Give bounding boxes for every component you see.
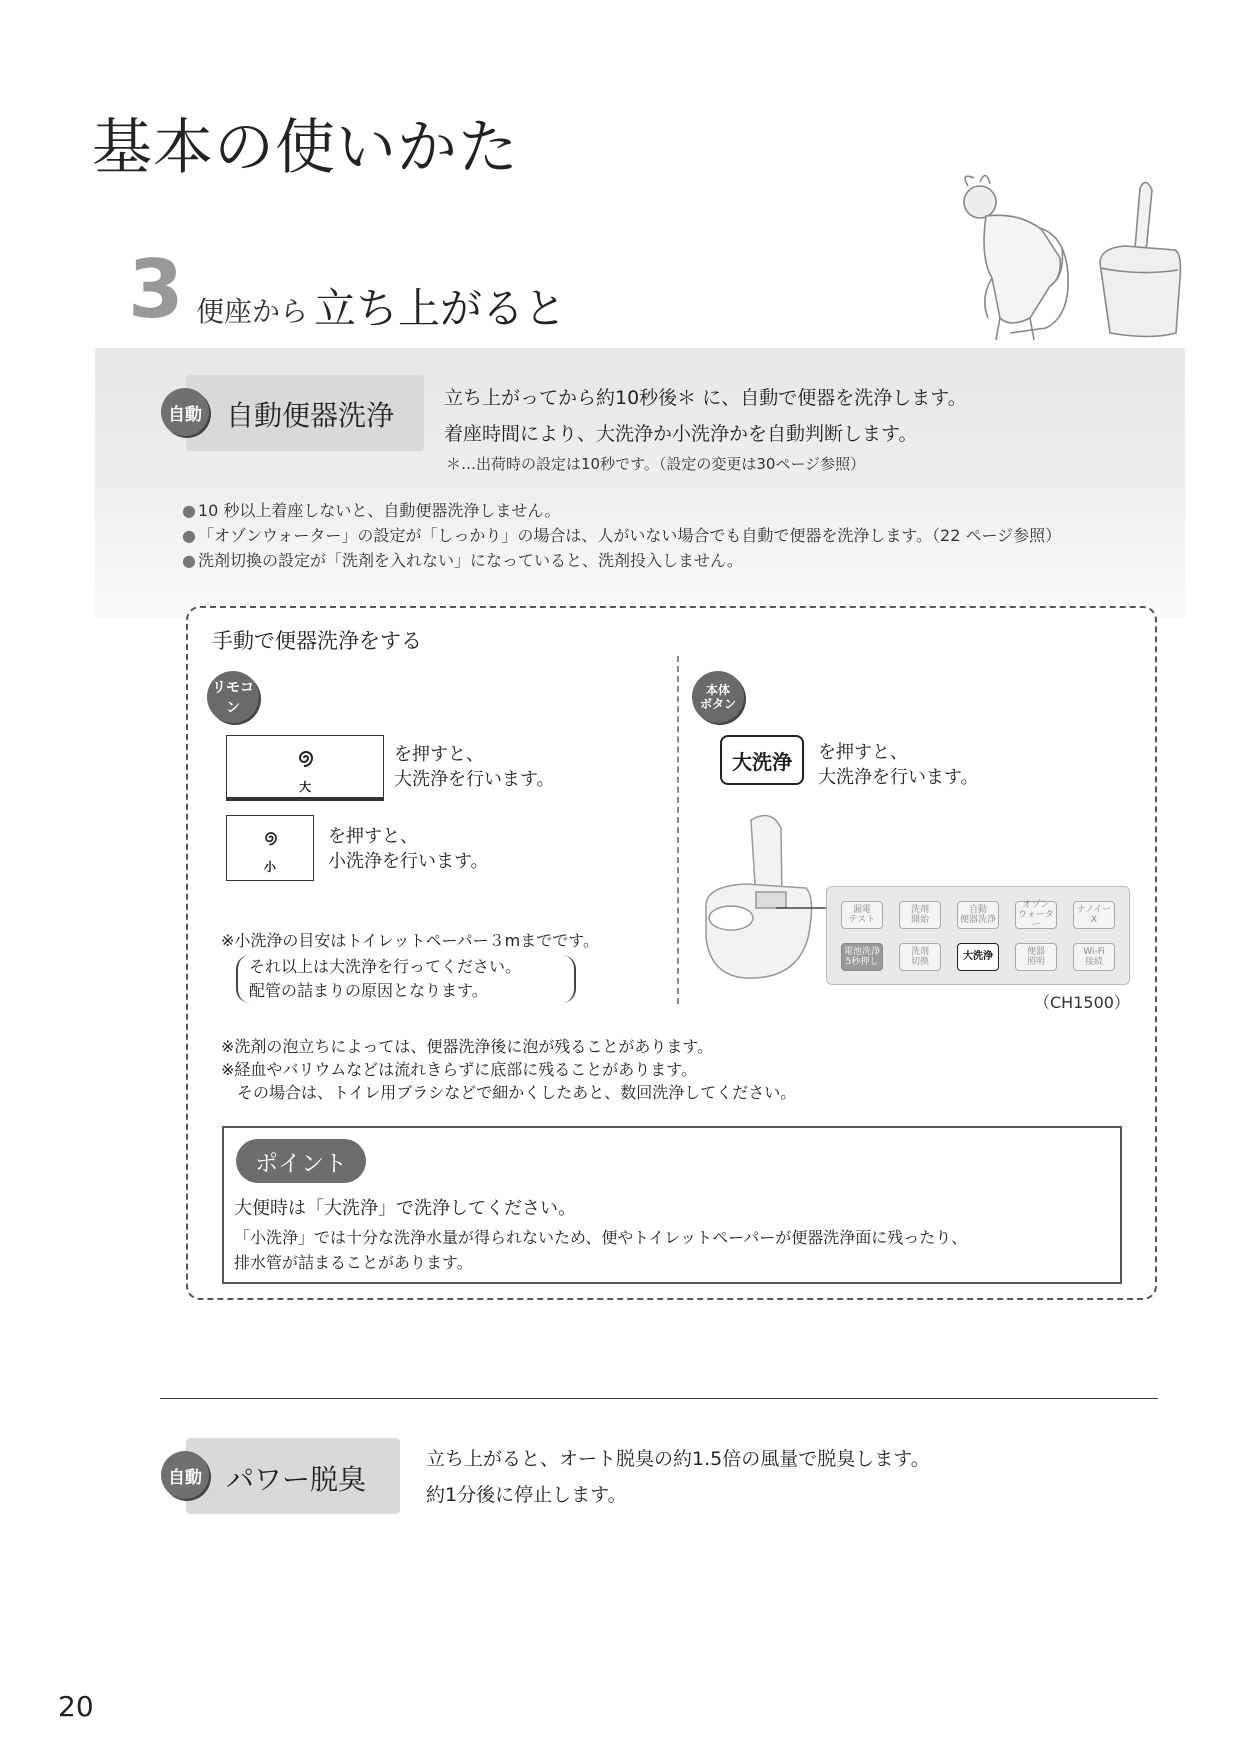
detergent-start-button[interactable]: 洗剤 開始 [899, 901, 941, 929]
earth-leak-test-button[interactable]: 漏電 テスト [841, 901, 883, 929]
swirl-icon [294, 746, 318, 770]
auto-badge-icon: 自動 [161, 388, 209, 436]
power-deodor-label: パワー脱臭 [226, 1463, 367, 1496]
divider [677, 656, 679, 1004]
remote-small-flush-button[interactable] [226, 815, 314, 881]
note-line: ※洗剤の泡立ちによっては、便器洗浄後に泡が残ることがあります。 [221, 1037, 714, 1056]
point-main-line: 大便時は「大洗浄」で洗浄してください。 [234, 1198, 576, 1219]
large-flush-caption: 大 [298, 780, 311, 794]
large-flush-text: を押すと、 大洗浄を行います。 [394, 744, 555, 790]
auto-flush-line: 立ち上がってから約10秒後＊ に、自動で便器を洗浄します。 [444, 387, 967, 409]
nanoe-x-button[interactable]: ナノイーX [1073, 901, 1115, 929]
small-flush-paren-note: それ以上は大洗浄を行ってください。 配管の詰まりの原因となります。 [249, 957, 522, 1000]
body-button-badge-icon: 本体 ボタン [692, 671, 744, 723]
panel-large-flush-button[interactable]: 大洗浄 [957, 943, 999, 971]
list-item: ● 洗剤切換の設定が「洗剤を入れない」になっていると、洗剤投入しません。 [182, 551, 743, 570]
auto-flush-footnote: ＊…出荷時の設定は10秒です。（設定の変更は30ページ参照） [446, 455, 866, 473]
list-item: ● 10 秒以上着座しないと、自動便器洗浄しません。 [182, 501, 561, 520]
page-title: 基本の使いかた [92, 113, 519, 183]
body-control-panel [826, 886, 1130, 985]
detergent-switch-button[interactable]: 洗剤 切換 [899, 943, 941, 971]
remote-large-flush-button[interactable] [226, 735, 384, 801]
ozone-water-button[interactable]: オゾン ウォーター [1015, 901, 1057, 929]
auto-flush-line: 着座時間により、大洗浄か小洗浄かを自動判断します。 [444, 423, 918, 445]
section-divider [160, 1398, 1158, 1399]
battery-flush-button[interactable]: 電池洗浄 5秒押し [841, 943, 883, 971]
body-large-flush-button[interactable]: 大洗浄 [720, 735, 804, 785]
manual-notes [221, 1035, 796, 1104]
auto-badge-icon: 自動 [161, 1451, 209, 1499]
manual-flush-title: 手動で便器洗浄をする [212, 629, 422, 653]
step-prefix: 便座から [196, 295, 309, 328]
page-number: 20 [58, 1690, 94, 1723]
note-line: その場合は、トイレ用ブラシなどで細かくしたあと、数回洗浄してください。 [221, 1083, 797, 1102]
wifi-connect-button[interactable]: Wi-Fi 接続 [1073, 943, 1115, 971]
body-large-flush-text: を押すと、 大洗浄を行います。 [818, 742, 979, 788]
small-flush-note: ※小洗浄の目安はトイレットペーパー３mまでです。 [221, 931, 599, 950]
auto-flush-label: 自動便器洗浄 [226, 399, 395, 432]
auto-flush-setting-button[interactable]: 自動 便器洗浄 [957, 901, 999, 929]
bullet-list [182, 498, 1061, 573]
step-number: 3 [128, 243, 184, 336]
small-flush-caption: 小 [263, 860, 276, 874]
toilet-illustration [696, 808, 826, 988]
swirl-icon [261, 828, 281, 848]
step-heading: 立ち上がると [314, 284, 567, 333]
auto-flush-description [444, 380, 967, 452]
power-deodor-description: 立ち上がると、オート脱臭の約1.5倍の風量で脱臭します。 約1分後に停止します。 [426, 1448, 930, 1506]
small-flush-text: を押すと、 小洗浄を行います。 [328, 826, 489, 872]
point-detail: 「小洗浄」では十分な洗浄水量が得られないため、便やトイレットペーパーが便器洗浄面に残ったり、 排水管が詰まることがあります。 [234, 1228, 968, 1272]
model-label: （CH1500） [1034, 993, 1130, 1012]
woman-toilet-illustration [950, 168, 1190, 348]
list-item: ● 「オゾンウォーター」の設定が「しっかり」の場合は、人がいない場合でも自動で便器を洗浄します。（22 ページ参照） [182, 526, 1062, 545]
bowl-light-button[interactable]: 便器 照明 [1015, 943, 1057, 971]
remote-badge-icon: リモコン [207, 671, 259, 723]
note-line: ※経血やバリウムなどは流れきらずに底部に残ることがあります。 [221, 1060, 697, 1079]
point-badge: ポイント [236, 1139, 366, 1183]
